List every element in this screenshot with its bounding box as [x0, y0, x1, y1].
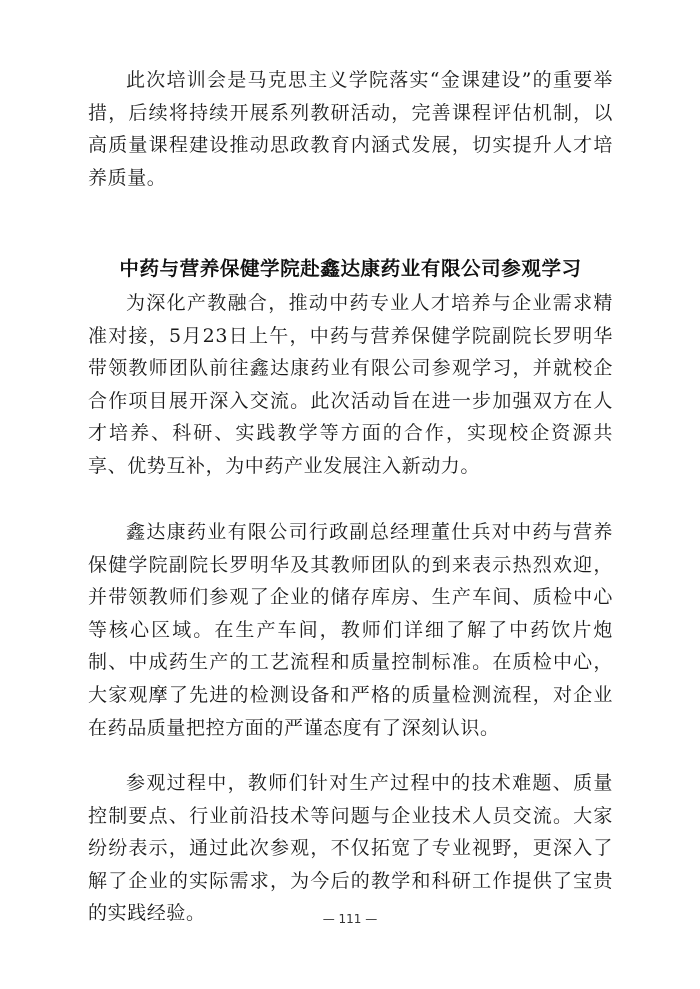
paragraph-training-summary: 此次培训会是马克思主义学院落实“金课建设”的重要举措，后续将持续开展系列教研活动，完善课程评估机制，以高质量课程建设推动思政教育内涵式发展，切实提升人才培养质量。	[88, 69, 613, 189]
section-title: 中药与营养保健学院赴鑫达康药业有限公司参观学习	[119, 257, 582, 280]
paragraph-visit-purpose: 为深化产教融合，推动中药专业人才培养与企业需求精准对接，5月23日上午，中药与营养保健学院副院长罗明华带领教师团队前往鑫达康药业有限公司参观学习，并就校企合作项目展开深入交流。此次活动旨在进一步加强双方在人才培养、科研、实践教学等方面的合作，实现校企资源共享、优势互补，为中药产业发展注入新动力。	[88, 292, 613, 477]
page-number: — 111 —	[322, 912, 378, 926]
paragraph-company-tour: 鑫达康药业有限公司行政副总经理董仕兵对中药与营养保健学院副院长罗明华及其教师团队的到来表示热烈欢迎，并带领教师们参观了企业的储存库房、生产车间、质检中心等核心区域。在生产车间，教师们详细了解了中药饮片炮制、中成药生产的工艺流程和质量控制标准。在质检中心，大家观摩了先进的检测设备和严格的质量检测流程，对企业在药品质量把控方面的严谨态度有了深刻认识。	[88, 521, 613, 739]
paragraph-exchange: 参观过程中，教师们针对生产过程中的技术难题、质量控制要点、行业前沿技术等问题与企业技术人员交流。大家纷纷表示，通过此次参观，不仅拓宽了专业视野，更深入了解了企业的实际需求，为今后的教学和科研工作提供了宝贵的实践经验。	[88, 772, 613, 925]
